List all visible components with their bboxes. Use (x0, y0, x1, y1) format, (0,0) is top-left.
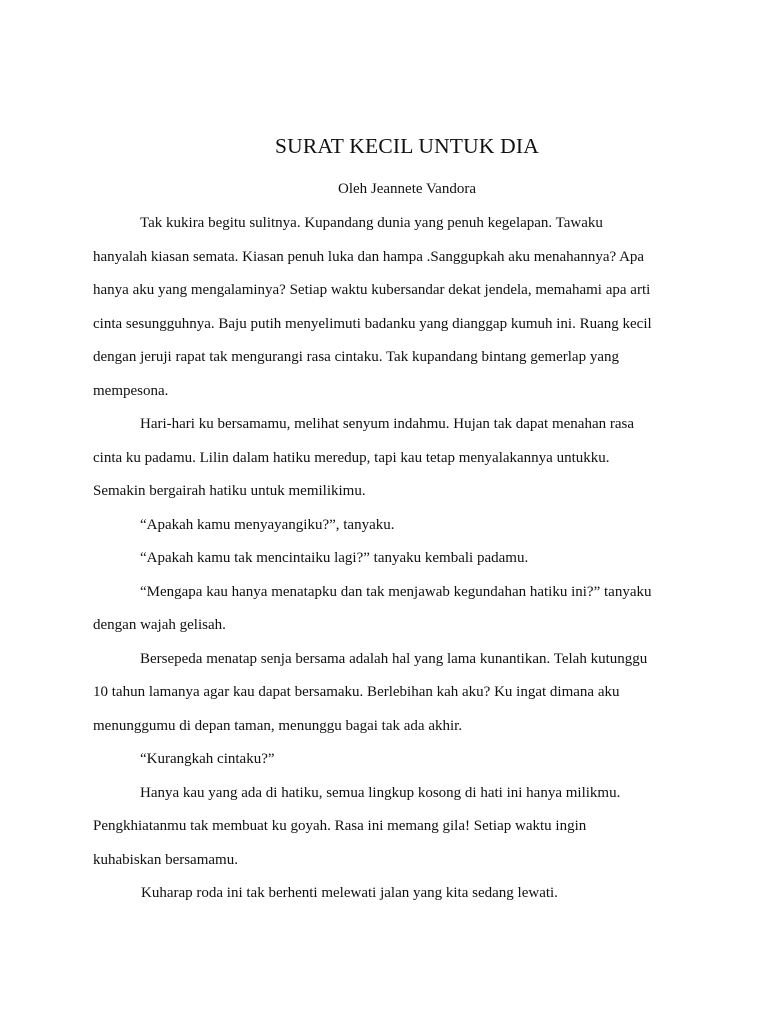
paragraph-line: Semakin bergairah hatiku untuk memilikimu. (93, 483, 366, 499)
paragraph-line: “Mengapa kau hanya menatapku dan tak menjawab kegundahan hatiku ini?” tanyaku (140, 583, 652, 600)
paragraph-line: kuhabiskan bersamamu. (93, 851, 238, 868)
document-author: Oleh Jeannete Vandora (337, 181, 476, 197)
paragraph-line: menunggumu di depan taman, menunggu bagai tak ada akhir. (93, 717, 463, 734)
paragraph-line: Hari-hari ku bersamamu, melihat senyum indahmu. Hujan tak dapat menahan rasa (140, 416, 635, 432)
paragraph-8 (93, 777, 683, 878)
document-title: SURAT KECIL UNTUK DIA (275, 134, 539, 158)
paragraph-line: dengan jeruji rapat tak mengurangi rasa cintaku. Tak kupandang bintang gemerlap yang (93, 349, 619, 365)
paragraph-3 (93, 509, 683, 543)
paragraph-line: dengan wajah gelisah. (93, 617, 226, 633)
paragraph-line: Bersepeda menatap senja bersama adalah hal yang lama kunantikan. Telah kutunggu (140, 650, 648, 667)
paragraph-7 (93, 743, 683, 777)
paragraph-line: Kuharap roda ini tak berhenti melewati jalan yang kita sedang lewati. (141, 885, 558, 901)
document-body (93, 207, 683, 911)
paragraph-line: hanyalah kiasan semata. Kiasan penuh luka dan hampa .Sanggupkah aku menahannya? Apa (93, 248, 645, 265)
paragraph-line: Hanya kau yang ada di hatiku, semua lingkup kosong di hati ini hanya milikmu. (140, 784, 621, 801)
paragraph-2 (93, 408, 683, 509)
paragraph-line: hanya aku yang mengalaminya? Setiap waktu kubersandar dekat jendela, memahami apa arti (93, 282, 651, 298)
paragraph-line: Tak kukira begitu sulitnya. Kupandang dunia yang penuh kegelapan. Tawaku (140, 215, 603, 231)
paragraph-4 (93, 542, 683, 576)
paragraph-1 (93, 207, 683, 408)
paragraph-line: “Kurangkah cintaku?” (140, 751, 275, 767)
paragraph-line: “Apakah kamu tak mencintaiku lagi?” tanyaku kembali padamu. (140, 550, 529, 566)
paragraph-line: cinta ku padamu. Lilin dalam hatiku meredup, tapi kau tetap menyalakannya untukku. (93, 449, 610, 466)
paragraph-line: “Apakah kamu menyayangiku?”, tanyaku. (140, 516, 395, 533)
paragraph-line: mempesona. (93, 382, 169, 399)
paragraph-9 (93, 877, 683, 911)
paragraph-6 (93, 643, 683, 744)
paragraph-5 (93, 576, 683, 643)
paragraph-line: 10 tahun lamanya agar kau dapat bersamaku. Berlebihan kah aku? Ku ingat dimana aku (93, 684, 620, 700)
paragraph-line: cinta sesungguhnya. Baju putih menyelimuti badanku yang dianggap kumuh ini. Ruang kecil (93, 315, 652, 332)
paragraph-line: Pengkhiatanmu tak membuat ku goyah. Rasa ini memang gila! Setiap waktu ingin (93, 818, 587, 834)
